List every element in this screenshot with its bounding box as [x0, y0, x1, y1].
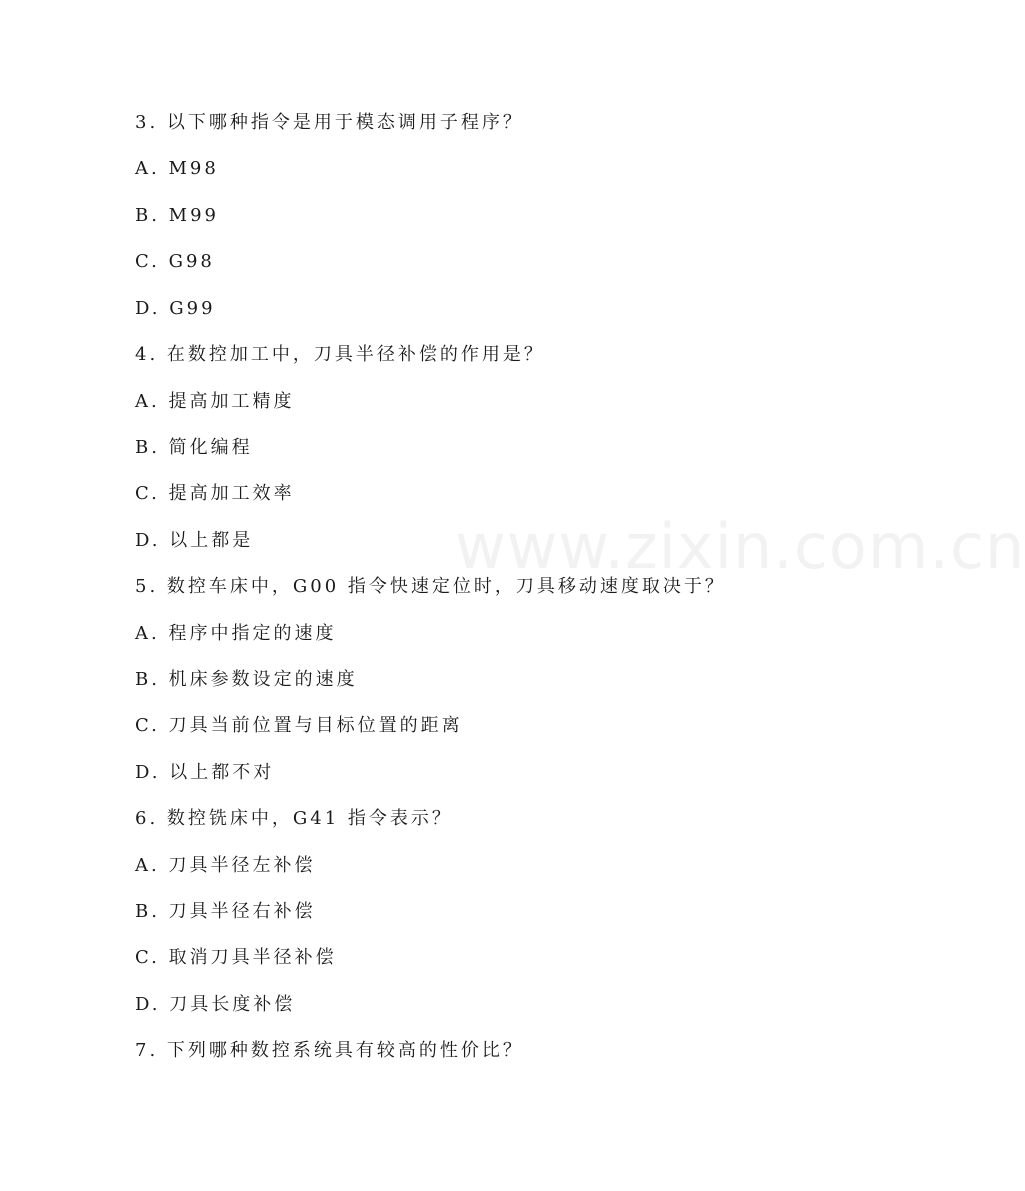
answer-option: D. 以上都不对	[135, 762, 275, 783]
answer-option: B. 简化编程	[135, 437, 253, 458]
answer-option: A. 程序中指定的速度	[135, 623, 337, 644]
question-stem: 4. 在数控加工中，刀具半径补偿的作用是？	[135, 344, 545, 365]
answer-option: B. M99	[135, 205, 220, 226]
answer-option: B. 机床参数设定的速度	[135, 669, 358, 690]
answer-option: C. 取消刀具半径补偿	[135, 947, 337, 968]
watermark: www.zixin.com.cn	[455, 510, 1025, 583]
answer-option: C. 提高加工效率	[135, 483, 295, 504]
answer-option: B. 刀具半径右补偿	[135, 901, 316, 922]
question-stem: 5. 数控车床中，G00 指令快速定位时，刀具移动速度取决于？	[135, 576, 726, 597]
answer-option: C. G98	[135, 251, 215, 272]
answer-option: A. 刀具半径左补偿	[135, 855, 316, 876]
answer-option: D. 刀具长度补偿	[135, 994, 296, 1015]
answer-option: D. G99	[135, 298, 216, 319]
question-stem: 6. 数控铣床中，G41 指令表示？	[135, 808, 453, 829]
answer-option: A. 提高加工精度	[135, 391, 295, 412]
answer-option: D. 以上都是	[135, 530, 254, 551]
answer-option: A. M98	[135, 158, 219, 179]
answer-option: C. 刀具当前位置与目标位置的距离	[135, 715, 463, 736]
question-stem: 7. 下列哪种数控系统具有较高的性价比？	[135, 1040, 524, 1061]
question-stem: 3. 以下哪种指令是用于模态调用子程序？	[135, 112, 524, 133]
